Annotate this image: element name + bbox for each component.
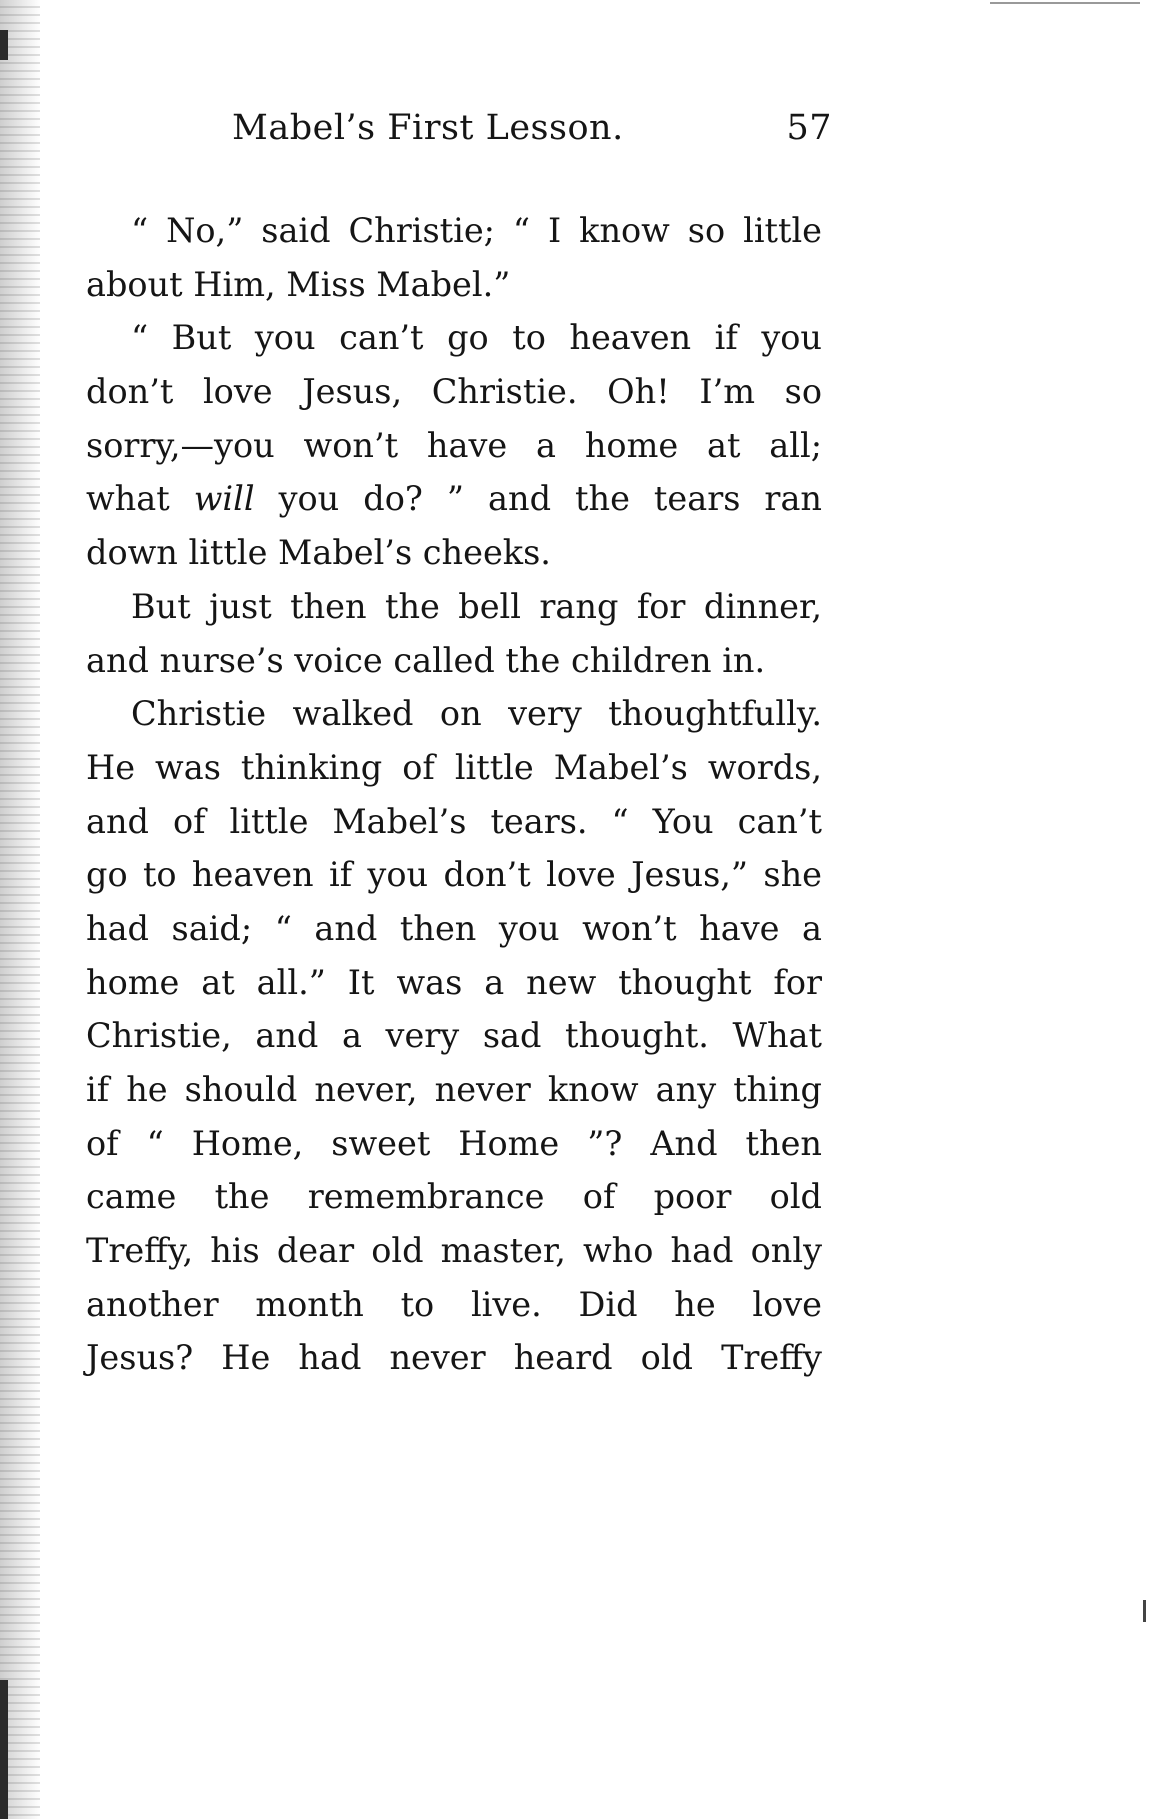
text-line: sorry,—you won’t have a home at all; bbox=[86, 425, 822, 465]
text-line: Christie, and a very sad thought. What bbox=[86, 1016, 822, 1056]
text-line: don’t love Jesus, Christie. Oh! I’m so bbox=[86, 372, 822, 412]
text-line: about Him, Miss Mabel.” bbox=[86, 264, 511, 304]
text-line: But just then the bell rang for dinner, bbox=[131, 586, 822, 626]
scan-edge-mark-top bbox=[0, 30, 8, 60]
body-text bbox=[86, 204, 822, 1385]
scan-gutter-shadow bbox=[0, 0, 40, 1819]
running-head-title: Mabel’s First Lesson. bbox=[232, 108, 624, 148]
scan-edge-mark-bottom bbox=[0, 1680, 8, 1819]
text-line: and of little Mabel’s tears. “ You can’t bbox=[86, 801, 822, 841]
text-line: down little Mabel’s cheeks. bbox=[86, 533, 551, 573]
text-line: and nurse’s voice called the children in. bbox=[86, 640, 766, 680]
text-line: home at all.” It was a new thought for bbox=[86, 962, 822, 1002]
scan-top-rule bbox=[990, 2, 1140, 4]
text-line: Jesus? He had never heard old Treffy bbox=[86, 1338, 822, 1378]
text-line: Christie walked on very thoughtfully. bbox=[131, 694, 822, 734]
text-line: had said; “ and then you won’t have a bbox=[86, 908, 822, 948]
running-head bbox=[232, 108, 832, 158]
scan-stray-mark bbox=[1143, 1600, 1146, 1622]
text-line: if he should never, never know any thing bbox=[86, 1070, 822, 1109]
emphasis-word: will bbox=[193, 479, 255, 519]
text-line: another month to live. Did he love bbox=[86, 1284, 822, 1324]
text-line: Treffy, his dear old master, who had only bbox=[86, 1231, 822, 1271]
text-line: “ But you can’t go to heaven if you bbox=[131, 318, 822, 358]
page-number: 57 bbox=[786, 108, 832, 148]
text-line: “ No,” said Christie; “ I know so little bbox=[131, 211, 822, 250]
text-line: He was thinking of little Mabel’s words, bbox=[86, 747, 822, 787]
text-line: what will you do? ” and the tears ran bbox=[86, 479, 822, 519]
text-line: of “ Home, sweet Home ”? And then bbox=[86, 1123, 822, 1163]
text-line: came the remembrance of poor old bbox=[86, 1177, 822, 1217]
text-line: go to heaven if you don’t love Jesus,” she bbox=[86, 855, 822, 895]
